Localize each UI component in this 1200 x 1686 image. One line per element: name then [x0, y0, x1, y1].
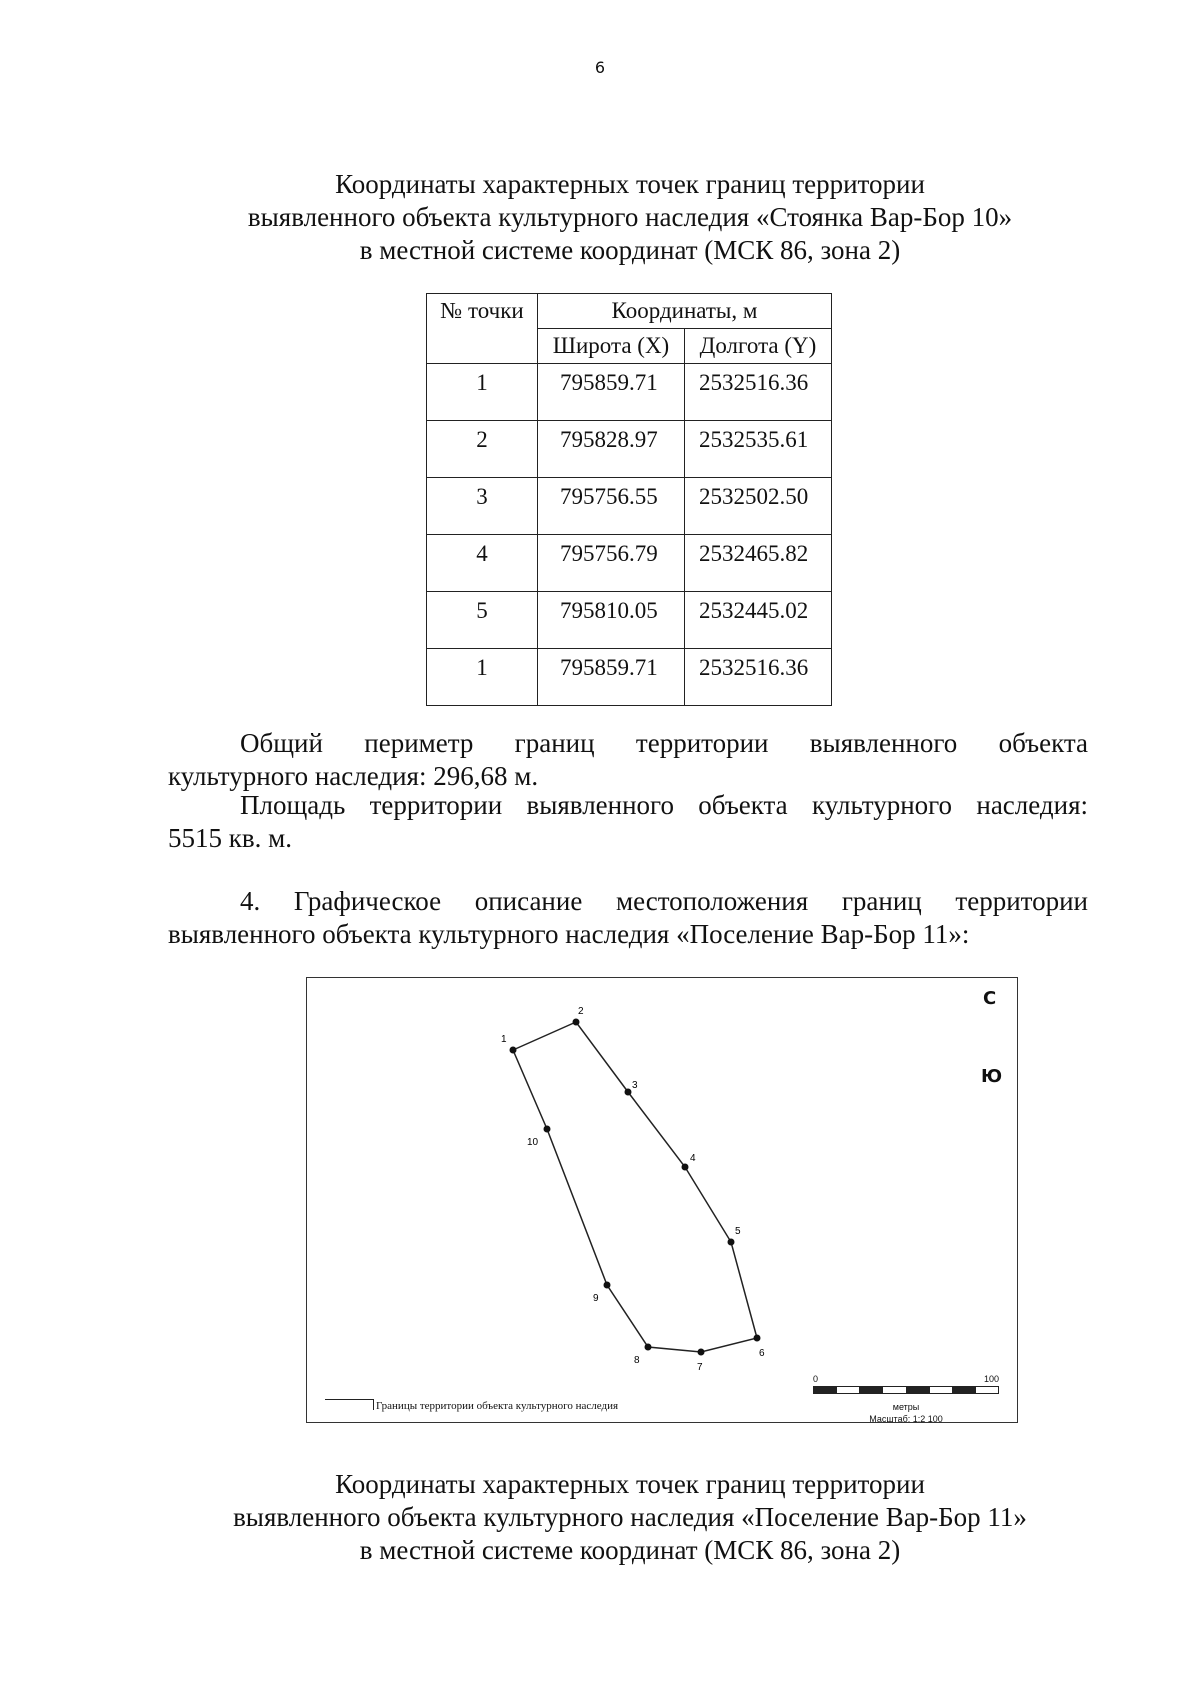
coordinates-table [426, 293, 832, 706]
scale-unit-label: метры [892, 1402, 920, 1412]
boundary-point [625, 1089, 632, 1096]
scale-bar-graphic [813, 1386, 999, 1394]
boundary-polygon-plot [307, 978, 1019, 1424]
legend-text: Границы территории объекта культурного наследия [376, 1400, 619, 1412]
point-number: 2 [427, 421, 538, 478]
table-row [427, 535, 832, 592]
point-number: 1 [427, 364, 538, 421]
boundary-line [513, 1022, 757, 1352]
north-label: С [983, 988, 997, 1009]
latitude-value: 795828.97 [538, 421, 685, 478]
paragraph-line: выявленного объекта культурного наследия «Поселение Вар-Бор 11»: [168, 919, 970, 949]
north-arrow [979, 988, 1005, 1088]
heading-line: выявленного объекта культурного наследия «Поселение Вар-Бор 11» [233, 1502, 1027, 1532]
boundary-point [728, 1239, 735, 1246]
legend-line-swatch [325, 1399, 374, 1410]
table-row [427, 364, 832, 421]
latitude-value: 795810.05 [538, 592, 685, 649]
point-label: 6 [759, 1348, 765, 1359]
table-row [427, 421, 832, 478]
heading-line: Координаты характерных точек границ территории [335, 1469, 925, 1499]
south-label: Ю [981, 1066, 1003, 1087]
point-label: 1 [501, 1034, 507, 1045]
boundary-point [544, 1126, 551, 1133]
boundary-point [604, 1282, 611, 1289]
table-heading-var-bor-10 [100, 168, 1160, 267]
boundary-point [573, 1019, 580, 1026]
heading-line: выявленного объекта культурного наследия «Стоянка Вар-Бор 10» [247, 202, 1013, 232]
boundary-point [754, 1335, 761, 1342]
scale-max-label: 100 [983, 1374, 999, 1384]
longitude-value: 2532445.02 [685, 592, 832, 649]
paragraph-line: Общий периметр границ территории выявленного объекта [240, 728, 1088, 758]
longitude-value: 2532516.36 [685, 649, 832, 706]
table-heading-var-bor-11 [100, 1468, 1160, 1567]
point-number: 5 [427, 592, 538, 649]
paragraph-line: Площадь территории выявленного объекта культурного наследия: [240, 790, 1088, 820]
boundary-map [306, 977, 1018, 1423]
point-label: 3 [632, 1080, 638, 1091]
heading-line: в местной системе координат (МСК 86, зона 2) [359, 235, 901, 265]
area-paragraph [168, 789, 1088, 855]
point-label: 8 [634, 1355, 640, 1366]
point-label: 4 [690, 1153, 696, 1164]
perimeter-paragraph [168, 727, 1088, 793]
boundary-point [645, 1344, 652, 1351]
longitude-value: 2532465.82 [685, 535, 832, 592]
map-legend [325, 1400, 618, 1412]
heading-line: Координаты характерных точек границ территории [335, 169, 925, 199]
point-number: 4 [427, 535, 538, 592]
latitude-value: 795859.71 [538, 649, 685, 706]
boundary-point [682, 1164, 689, 1171]
latitude-value: 795756.79 [538, 535, 685, 592]
scale-zero-label: 0 [813, 1374, 819, 1384]
section-4-paragraph [168, 885, 1088, 951]
point-label: 9 [593, 1293, 599, 1304]
paragraph-line: 4. Графическое описание местоположения границ территории [240, 886, 1088, 916]
header-point-number: № точки [427, 294, 538, 364]
longitude-value: 2532535.61 [685, 421, 832, 478]
table-row [427, 478, 832, 535]
header-longitude: Долгота (Y) [685, 329, 832, 364]
header-coordinates: Координаты, м [538, 294, 832, 329]
point-number: 3 [427, 478, 538, 535]
point-label: 7 [697, 1362, 703, 1373]
point-label: 5 [735, 1226, 741, 1237]
page-number: 6 [594, 58, 606, 77]
scale-ratio-label: Масштаб: 1:2 100 [869, 1414, 943, 1424]
boundary-point [510, 1047, 517, 1054]
heading-line: в местной системе координат (МСК 86, зона 2) [359, 1535, 901, 1565]
point-label: 10 [527, 1137, 539, 1148]
latitude-value: 795756.55 [538, 478, 685, 535]
north-arrow-icon [979, 988, 1200, 1434]
latitude-value: 795859.71 [538, 364, 685, 421]
header-latitude: Широта (X) [538, 329, 685, 364]
paragraph-line: культурного наследия: 296,68 м. [168, 761, 539, 791]
point-number: 1 [427, 649, 538, 706]
table-row [427, 649, 832, 706]
boundary-point [698, 1349, 705, 1356]
scale-bar [813, 1374, 999, 1424]
longitude-value: 2532516.36 [685, 364, 832, 421]
point-label: 2 [578, 1006, 584, 1017]
longitude-value: 2532502.50 [685, 478, 832, 535]
paragraph-line: 5515 кв. м. [168, 823, 292, 853]
table-row [427, 592, 832, 649]
